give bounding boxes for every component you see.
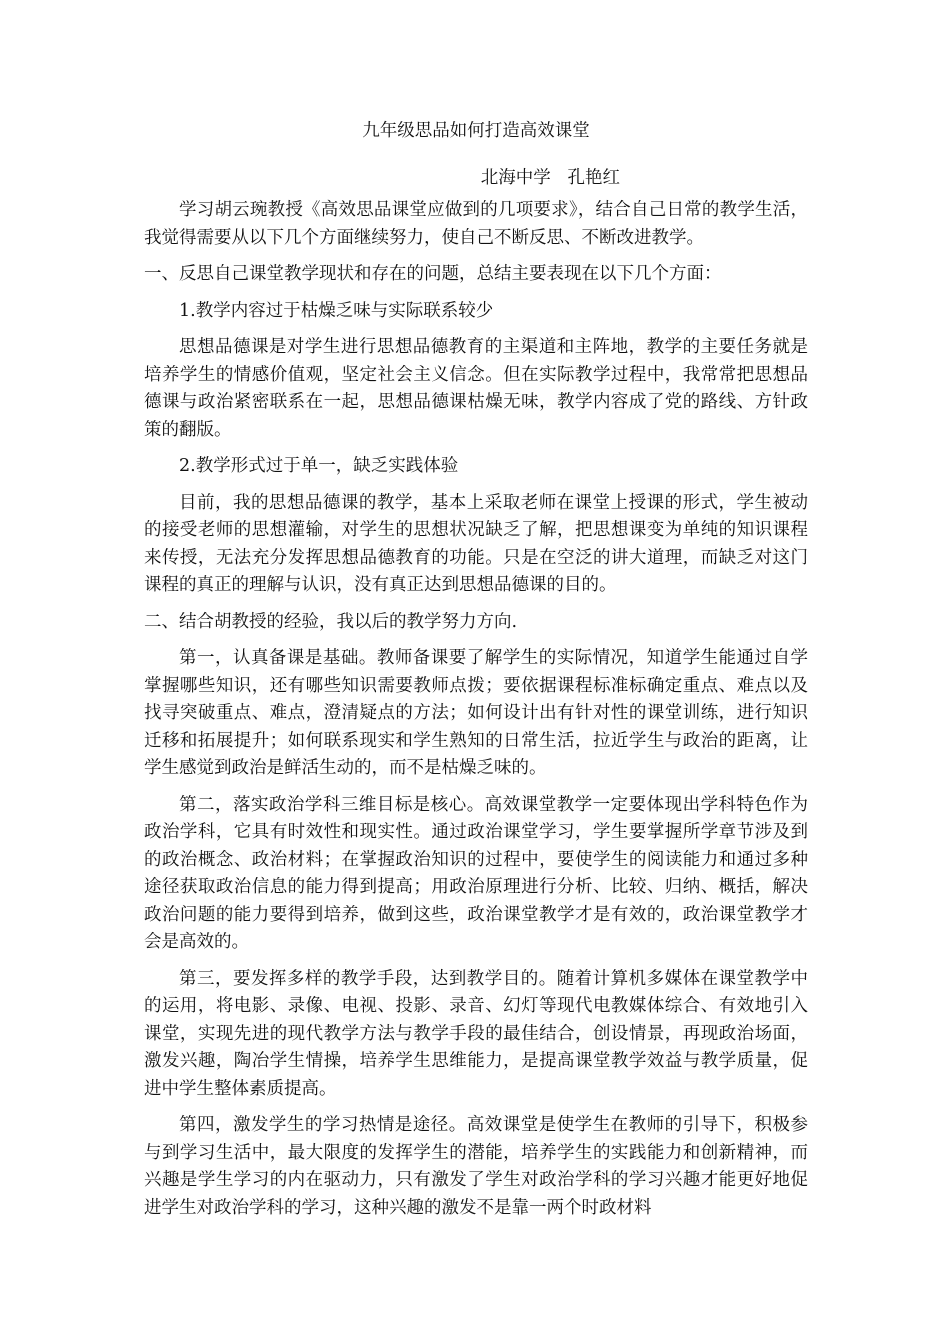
document-title: 九年级思品如何打造高效课堂 [362, 121, 590, 141]
section-2-heading: 二、结合胡教授的经验，我以后的教学努力方向. [144, 611, 518, 632]
intro-paragraph: 学习胡云琬教授《高效思品课堂应做到的几项要求》，结合自己日常的教学生活，我觉得需要从以下几个方面继续努力，使自己不断反思、不断改进教学。 [144, 200, 808, 248]
point-2-paragraph: 目前，我的思想品德课的教学，基本上采取老师在课堂上授课的形式，学生被动的接受老师的思想灌输，对学生的思想状况缺乏了解，把思想课变为单纯的知识课程来传授，无法充分发挥思想品德教育的功能。只是在空泛的讲大道理，而缺乏对这门课程的真正的理解与认识，没有真正达到思想品德课的目的。 [144, 492, 808, 595]
document-author: 北海中学 孔艳红 [480, 168, 620, 188]
first-point-paragraph: 第一，认真备课是基础。教师备课要了解学生的实际情况，知道学生能通过自学掌握哪些知识，还有哪些知识需要教师点拨；要依据课程标准标确定重点、难点以及找寻突破重点、难点，澄清疑点的方法；如何设计出有针对性的课堂训练，进行知识迁移和拓展提升；如何联系现实和学生熟知的日常生活，拉近学生与政治的距离，让学生感觉到政治是鲜活生动的，而不是枯燥乏味的。 [144, 648, 808, 778]
second-point-paragraph: 第二，落实政治学科三维目标是核心。高效课堂教学一定要体现出学科特色作为政治学科，它具有时效性和现实性。通过政治课堂学习，学生要掌握所学章节涉及到的政治概念、政治材料；在掌握政治知识的过程中，要使学生的阅读能力和通过多种途径获取政治信息的能力得到提高；用政治原理进行分析、比较、归纳、概括，解决政治问题的能力要得到培养，做到这些，政治课堂教学才是有效的，政治课堂教学才会是高效的。 [144, 794, 808, 952]
section-1-heading: 一、反思自己课堂教学现状和存在的问题，总结主要表现在以下几个方面： [144, 264, 722, 284]
point-1-heading: 1.教学内容过于枯燥乏味与实际联系较少 [179, 300, 494, 321]
point-2-heading: 2.教学形式过于单一，缺乏实践体验 [179, 456, 459, 476]
fourth-point-paragraph: 第四，激发学生的学习热情是途径。高效课堂是使学生在教师的引导下，积极参与到学习生活中，最大限度的发挥学生的潜能，培养学生的实践能力和创新精神，而兴趣是学生学习的内在驱动力，只有激发了学生对政治学科的学习兴趣才能更好地促进学生对政治学科的学习，这种兴趣的激发不是靠一两个时政材料 [144, 1115, 808, 1218]
document-page [144, 118, 808, 1231]
point-1-paragraph: 思想品德课是对学生进行思想品德教育的主渠道和主阵地，教学的主要任务就是培养学生的情感价值观，坚定社会主义信念。但在实际教学过程中，我常常把思想品德课与政治紧密联系在一起，思想品德课枯燥无味，教学内容成了党的路线、方针政策的翻版。 [144, 337, 808, 440]
third-point-paragraph: 第三，要发挥多样的教学手段，达到教学目的。随着计算机多媒体在课堂教学中的运用，将电影、录像、电视、投影、录音、幻灯等现代电教媒体综合、有效地引入课堂，实现先进的现代教学方法与教学手段的最佳结合，创设情景，再现政治场面，激发兴趣，陶冶学生情操，培养学生思维能力，是提高课堂教学效益与教学质量，促进中学生整体素质提高。 [144, 968, 808, 1099]
